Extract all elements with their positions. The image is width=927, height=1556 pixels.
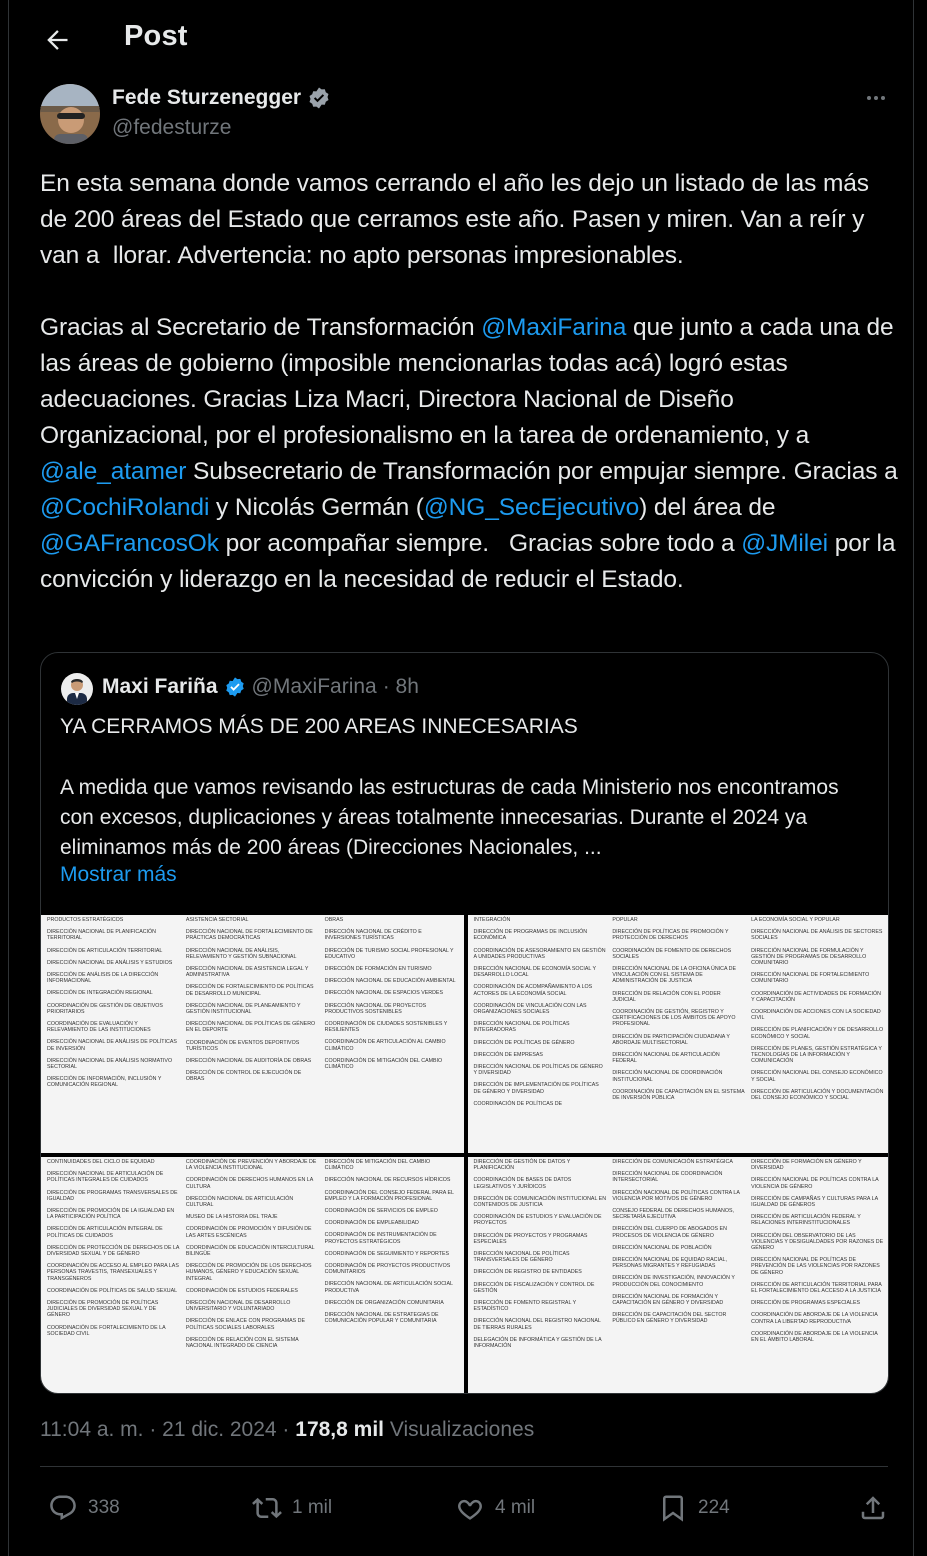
document-line: COORDINACIÓN DE DERECHOS HUMANOS EN LA CULTURA xyxy=(185,1177,313,1190)
document-line: DIRECCIÓN NACIONAL DE PLANEAMIENTO Y GESTIÓN INSTITUCIONAL xyxy=(185,1002,301,1016)
document-line: DIRECCIÓN DE POLÍTICAS DE PROMOCIÓN Y PROTECCIÓN DE DERECHOS xyxy=(612,929,729,942)
document-line: COORDINACIÓN DE ACCIONES CON LA SOCIEDAD CIVIL xyxy=(751,1009,881,1022)
document-line: COORDINACIÓN DE ACCESO AL EMPLEO PARA LAS PERSONAS TRAVESTIS, TRANSEXUALES Y TRANSGÉNEROS xyxy=(47,1263,179,1282)
document-line: DIRECCIÓN DE FORMACIÓN EN TURISMO xyxy=(324,966,432,973)
document-column xyxy=(186,917,319,1151)
document-line: DIRECCIÓN DE ARTICULACIÓN INTEGRAL DE POLÍTICAS DE CUIDADOS xyxy=(47,1226,163,1239)
document-line: DIRECCIÓN NACIONAL DE DESARROLLO UNIVERSITARIO Y VOLUNTARIADO xyxy=(185,1300,291,1313)
document-line: CONTINUIDADES DEL CICLO DE EQUIDAD xyxy=(47,1159,155,1165)
author-avatar[interactable] xyxy=(40,84,100,144)
document-line: DIRECCIÓN DE FORTALECIMIENTO DE POLÍTICAS DE DESARROLLO MUNICIPAL xyxy=(185,984,314,997)
document-line: COORDINACIÓN DE ABORDAJE DE LA VIOLENCIA CONTRA LA LIBERTAD REPRODUCTIVA xyxy=(751,1312,878,1325)
document-line: COORDINACIÓN DE ESTUDIOS Y EVALUACIÓN DE PROYECTOS xyxy=(473,1214,602,1227)
reply-icon xyxy=(48,1493,78,1523)
document-line: MUSEO DE LA HISTORIA DEL TRAJE xyxy=(185,1214,278,1221)
document-line: DIRECCIÓN DE FORMACIÓN EN GÉNERO Y DIVERSIDAD xyxy=(751,1159,862,1172)
post-text-segment: Gracias al Secretario de Transformación xyxy=(40,314,482,341)
document-line: DIRECCIÓN DE PROGRAMAS TRANSVERSALES DE IGUALDAD xyxy=(47,1189,178,1202)
document-line: DIRECCIÓN NACIONAL DE ANÁLISIS, RELEVAMIENTO Y GESTIÓN SUBNACIONAL xyxy=(185,947,297,960)
document-line: COORDINACIÓN DE POLÍTICAS DE xyxy=(473,1100,563,1107)
document-line: COORDINACIÓN DE GESTIÓN DE OBJETIVOS PRIORITARIOS xyxy=(47,1002,163,1015)
document-line: DIRECCIÓN DE FISCALIZACIÓN Y CONTROL DE GESTIÓN xyxy=(473,1281,595,1294)
mention-link[interactable]: @MaxiFarina xyxy=(481,314,627,341)
post-metadata xyxy=(40,1418,534,1442)
document-line: DIRECCIÓN DEL CUERPO DE ABOGADOS EN PROCESOS DE VIOLENCIA DE GÉNERO xyxy=(612,1226,727,1239)
document-line: DIRECCIÓN NACIONAL DE POLÍTICAS DE GÉNERO EN EL DEPORTE xyxy=(185,1021,316,1034)
document-line: DIRECCIÓN NACIONAL DE EDUCACIÓN AMBIENTAL xyxy=(324,978,456,985)
heart-icon xyxy=(455,1493,485,1523)
document-line: DIRECCIÓN DEL OBSERVATORIO DE LAS VIOLENCIAS Y DESIGUALDADES POR RAZONES DE GÉNERO xyxy=(751,1232,884,1252)
bookmark-button[interactable] xyxy=(658,1488,730,1528)
document-line: OBRAS xyxy=(324,917,344,923)
author-name[interactable] xyxy=(112,86,331,110)
document-line: DIRECCIÓN DE PROMOCIÓN DE LA IGUALDAD EN LA PARTICIPACIÓN POLÍTICA xyxy=(47,1208,175,1221)
header xyxy=(9,0,915,80)
mention-link[interactable]: @ale_atamer xyxy=(40,458,187,485)
document-line: DIRECCIÓN DE CAMPAÑAS Y CULTURAS PARA LA IGUALDAD DE GÉNEROS xyxy=(751,1195,878,1209)
like-count: 4 mil xyxy=(495,1497,536,1518)
document-line: COORDINACIÓN DE BASES DE DATOS LEGISLATIVOS Y JURÍDICOS xyxy=(473,1177,572,1190)
document-line: DIRECCIÓN DE IMPLEMENTACIÓN DE POLÍTICAS DE GÉNERO Y DIVERSIDAD xyxy=(473,1082,599,1095)
document-line: COORDINACIÓN DE ASESORAMIENTO EN GESTIÓN A UNIDADES PRODUCTIVAS xyxy=(473,947,606,960)
document-line: DIRECCIÓN NACIONAL DEL CONSEJO ECONÓMICO Y SOCIAL xyxy=(751,1070,883,1083)
document-line: COORDINACIÓN DE ABORDAJE DE LA VIOLENCIA EN EL ÁMBITO LABORAL xyxy=(751,1330,878,1344)
document-line: CONSEJO FEDERAL DE DERECHOS HUMANOS, SECRETARÍA EJECUTIVA xyxy=(612,1208,734,1221)
document-line: DIRECCIÓN DE PROMOCIÓN DE POLÍTICAS JUDICIALES DE DIVERSIDAD SEXUAL Y DE GÉNERO xyxy=(47,1300,159,1319)
document-image[interactable] xyxy=(468,915,890,1153)
divider xyxy=(40,1466,888,1467)
document-line: DIRECCIÓN DE POLÍTICAS DE GÉNERO xyxy=(473,1039,575,1046)
document-line: DIRECCIÓN NACIONAL DE POBLACIÓN xyxy=(612,1244,712,1251)
document-line: DIRECCIÓN DE PROGRAMAS DE INCLUSIÓN ECONÓMICA xyxy=(473,929,588,942)
author-name-text[interactable]: Fede Sturzenegger xyxy=(112,86,302,109)
document-column xyxy=(751,917,884,1151)
post-text-segment: por la convicción y liderazgo en la necesidad de reducir el Estado. xyxy=(40,530,903,593)
document-line: COORDINACIÓN DE GESTIÓN, REGISTRO Y CERTIFICACIONES DE LOS ÁMBITOS DE APOYO PROFESIONAL xyxy=(612,1009,736,1028)
views-count: 178,8 mil xyxy=(295,1418,384,1441)
post-timestamp[interactable]: 11:04 a. m. · 21 dic. 2024 · xyxy=(40,1418,296,1441)
document-line: DIRECCIÓN NACIONAL DE ANÁLISIS DE SECTORES SOCIALES xyxy=(751,929,883,942)
document-line: COORDINACIÓN DE FOMENTO DE DERECHOS SOCIALES xyxy=(612,947,732,960)
document-column xyxy=(612,1159,745,1393)
document-column xyxy=(474,917,607,1151)
document-line: COORDINACIÓN DE MITIGACIÓN DEL CAMBIO CLIMÁTICO xyxy=(324,1057,443,1071)
repost-count: 1 mil xyxy=(292,1497,333,1518)
document-line: COORDINACIÓN DE PROMOCIÓN Y DIFUSIÓN DE LAS ARTES ESCÉNICAS xyxy=(185,1226,312,1239)
document-line: ASISTENCIA SECTORIAL xyxy=(185,917,249,923)
post-text-segment: ) del área de xyxy=(639,494,783,521)
document-line: DIRECCIÓN NACIONAL DE RECURSOS HÍDRICOS xyxy=(324,1177,451,1184)
quoted-text: A medida que vamos revisando las estructuras de cada Ministerio nos encontramos con excesos, duplicaciones y áreas totalmente innecesarias. Durante el 2024 ya eliminamos más de 200 áreas (Direcciones Nacionales, ... xyxy=(60,776,839,859)
post-text-segment: y Nicolás Germán ( xyxy=(209,494,424,521)
document-line: COORDINACIÓN DE ARTICULACIÓN AL CAMBIO CLIMÁTICO xyxy=(324,1039,446,1052)
document-line: DIRECCIÓN NACIONAL DE ANÁLISIS DE POLÍTICAS DE INVERSIÓN xyxy=(47,1039,177,1052)
document-line: DIRECCIÓN DE TURISMO SOCIAL PROFESIONAL Y EDUCATIVO xyxy=(324,947,454,960)
document-line: POPULAR xyxy=(612,917,638,923)
author-handle[interactable]: @fedesturze xyxy=(112,116,232,139)
mention-link[interactable]: @GAFrancosOk xyxy=(40,530,219,557)
document-line: COORDINACIÓN DE PROYECTOS PRODUCTIVOS COMUNITARIOS xyxy=(324,1263,451,1276)
document-line: DIRECCIÓN DE EMPRESAS xyxy=(473,1051,543,1058)
document-column xyxy=(186,1159,319,1393)
reply-count: 338 xyxy=(88,1497,120,1518)
document-line: DIRECCIÓN DE ORGANIZACIÓN COMUNITARIA xyxy=(324,1299,444,1306)
quoted-post[interactable] xyxy=(40,652,889,1394)
document-line: DELEGACIÓN DE INFORMÁTICA Y GESTIÓN DE LA INFORMACIÓN xyxy=(473,1336,602,1350)
document-line: DIRECCIÓN DE PARTICIPACIÓN CIUDADANA Y ABORDAJE MULTISECTORIAL xyxy=(612,1033,730,1046)
document-line: DIRECCIÓN NACIONAL DE EQUIDAD RACIAL, PERSONAS MIGRANTES Y REFUGIADAS xyxy=(612,1257,727,1270)
document-line: COORDINACIÓN DE SEGUIMIENTO Y REPORTES xyxy=(324,1250,450,1257)
document-line: DIRECCIÓN NACIONAL DE ARTICULACIÓN CULTURAL xyxy=(185,1195,294,1209)
document-line: PRODUCTOS ESTRATÉGICOS xyxy=(47,917,124,923)
views-label: Visualizaciones xyxy=(384,1418,535,1441)
document-line: DIRECCIÓN DE ARTICULACIÓN TERRITORIAL xyxy=(47,947,163,954)
quoted-timestamp[interactable]: · 8h xyxy=(382,675,419,698)
bookmark-icon xyxy=(658,1493,688,1523)
document-line: DIRECCIÓN NACIONAL DE ARTICULACIÓN SOCIAL PRODUCTIVA xyxy=(324,1281,453,1294)
document-line: COORDINACIÓN DE ESTUDIOS FEDERALES xyxy=(185,1287,298,1294)
document-column xyxy=(325,1159,458,1393)
document-line: COORDINACIÓN DE ACTIVIDADES DE FORMACIÓN Y CAPACITACIÓN xyxy=(751,990,881,1003)
document-line: DIRECCIÓN NACIONAL DE AUDITORÍA DE OBRAS xyxy=(185,1058,312,1065)
document-line: DIRECCIÓN DE COMUNICACIÓN INSTITUCIONAL EN CONTENIDOS DE JUSTICIA xyxy=(473,1195,607,1209)
document-line: DIRECCIÓN DE INTEGRACIÓN REGIONAL xyxy=(47,990,153,997)
post-column xyxy=(8,0,914,1556)
document-line: DIRECCIÓN NACIONAL DE POLÍTICAS CONTRA LA VIOLENCIA POR MOTIVOS DE GÉNERO xyxy=(612,1189,740,1202)
document-image[interactable] xyxy=(468,1157,890,1394)
image-grid xyxy=(41,915,889,1394)
document-column xyxy=(47,1159,180,1393)
post-text-segment: por acompañar siempre. Gracias sobre todo a xyxy=(218,530,742,557)
document-line: DIRECCIÓN NACIONAL DE POLÍTICAS INTEGRADORAS xyxy=(473,1021,570,1034)
more-options-button[interactable] xyxy=(861,86,891,110)
quoted-author-name[interactable]: Maxi Fariña xyxy=(102,675,218,698)
repost-icon xyxy=(252,1493,282,1523)
post-paragraph-1: En esta semana donde vamos cerrando el año les dejo un listado de las más de 200 áreas del Estado que cerramos este año. Pasen y miren. Van a reír y van a llorar. Advertencia: no apto personas impresionables. xyxy=(40,170,876,269)
document-line: DIRECCIÓN NACIONAL DE POLÍTICAS CONTRA LA VIOLENCIA DE GÉNERO xyxy=(751,1177,879,1190)
document-line: DIRECCIÓN NACIONAL DE ANÁLISIS NORMATIVO SECTORIAL xyxy=(47,1057,173,1071)
document-line: DIRECCIÓN DE MITIGACIÓN DEL CAMBIO CLIMÁTICO xyxy=(324,1159,431,1172)
action-bar xyxy=(40,1488,900,1528)
document-image[interactable] xyxy=(41,915,464,1153)
mention-link[interactable]: @JMilei xyxy=(741,530,828,557)
show-more-link[interactable]: Mostrar más xyxy=(60,863,177,886)
document-line: DIRECCIÓN NACIONAL DE ESPACIOS VERDES xyxy=(324,990,443,997)
document-line: LA ECONOMÍA SOCIAL Y POPULAR xyxy=(751,917,840,923)
document-line: COORDINACIÓN DE VINCULACIÓN CON LAS ORGANIZACIONES SOCIALES xyxy=(473,1002,587,1016)
document-line: DIRECCIÓN NACIONAL DE POLÍTICAS DE GÉNERO Y DIVERSIDAD xyxy=(473,1064,603,1077)
quoted-author-handle[interactable]: @MaxiFarina xyxy=(251,675,377,698)
document-column xyxy=(751,1159,884,1393)
document-line: DIRECCIÓN NACIONAL DE ESTRATEGIAS DE COMUNICACIÓN POPULAR Y COMUNITARIA xyxy=(324,1312,439,1325)
document-line: DIRECCIÓN DE ARTICULACIÓN TERRITORIAL PARA EL FORTALECIMIENTO DEL ACCESO A LA JUSTICIA xyxy=(751,1281,882,1295)
document-image[interactable] xyxy=(41,1157,464,1394)
document-line: INTEGRACIÓN xyxy=(473,917,511,923)
document-line: DIRECCIÓN DE ANÁLISIS DE LA DIRECCIÓN INFORMACIONAL xyxy=(47,972,159,985)
arrow-left-icon xyxy=(43,26,71,54)
document-line: DIRECCIÓN DE CAPACITACIÓN DEL SECTOR PÚBLICO EN GÉNERO Y DIVERSIDAD xyxy=(612,1312,727,1325)
document-line: DIRECCIÓN NACIONAL DE ECONOMÍA SOCIAL Y DESARROLLO LOCAL xyxy=(473,966,596,979)
document-line: DIRECCIÓN DE PROGRAMAS ESPECIALES xyxy=(751,1300,861,1307)
share-button[interactable] xyxy=(858,1488,888,1528)
document-line: DIRECCIÓN DE CONTROL DE EJECUCIÓN DE OBRAS xyxy=(185,1070,302,1083)
document-line: DIRECCIÓN NACIONAL DE POLÍTICAS DE PREVENCIÓN DE LAS VIOLENCIAS POR RAZONES DE GÉNERO xyxy=(751,1257,880,1276)
like-button[interactable] xyxy=(455,1488,535,1528)
document-column xyxy=(325,917,458,1151)
back-button[interactable] xyxy=(39,22,75,58)
document-line: COORDINACIÓN DE INSTRUMENTACIÓN DE PROYECTOS ESTRATÉGICOS xyxy=(324,1232,437,1245)
document-line: DIRECCIÓN NACIONAL DEL REGISTRO NACIONAL DE TIERRAS RURALES xyxy=(473,1318,601,1331)
document-line: DIRECCIÓN DE FOMENTO REGISTRAL Y ESTADÍSTICO xyxy=(473,1300,577,1313)
document-line: DIRECCIÓN DE INFORMACIÓN, INCLUSIÓN Y COMUNICACIÓN REGIONAL xyxy=(47,1076,162,1089)
more-dots-icon xyxy=(864,86,888,110)
document-line: DIRECCIÓN NACIONAL DE COORDINACIÓN INTERSECTORIAL xyxy=(612,1171,723,1184)
document-line: DIRECCIÓN NACIONAL DE ARTICULACIÓN DE POLÍTICAS INTEGRALES DE CUIDADOS xyxy=(47,1171,164,1184)
document-line: DIRECCIÓN DE INVESTIGACIÓN, INNOVACIÓN Y PRODUCCIÓN DEL CONOCIMIENTO xyxy=(612,1275,735,1288)
document-line: DIRECCIÓN NACIONAL DE ASISTENCIA LEGAL Y ADMINISTRATIVA xyxy=(185,966,309,979)
document-line: COORDINACIÓN DE FORTALECIMIENTO DE LA SOCIEDAD CIVIL xyxy=(47,1324,166,1337)
document-column xyxy=(47,917,180,1151)
quoted-author-avatar[interactable] xyxy=(61,673,93,705)
document-line: DIRECCIÓN NACIONAL DE FORTALECIMIENTO DE PRÁCTICAS DEMOCRÁTICAS xyxy=(185,929,313,942)
mention-link[interactable]: @CochiRolandi xyxy=(40,494,210,521)
document-line: DIRECCIÓN DE REGISTRO DE ENTIDADES xyxy=(473,1269,582,1276)
quoted-title: YA CERRAMOS MÁS DE 200 AREAS INNECESARIAS xyxy=(60,715,578,738)
document-line: DIRECCIÓN DE COMUNICACIÓN ESTRATÉGICA xyxy=(612,1159,733,1165)
post-text-segment: Subsecretario de Transformación por empujar siempre. Gracias a xyxy=(186,458,905,485)
document-line: DIRECCIÓN DE RELACIÓN CON EL PODER JUDICIAL xyxy=(612,990,721,1003)
share-icon xyxy=(858,1493,888,1523)
document-line: COORDINACIÓN DE POLÍTICAS DE SALUD SEXUAL xyxy=(47,1287,178,1294)
document-line: DIRECCIÓN NACIONAL DE COORDINACIÓN INSTITUCIONAL xyxy=(612,1070,723,1083)
document-line: DIRECCIÓN DE ENLACE CON PROGRAMAS DE POLÍTICAS SOCIALES LABORALES xyxy=(185,1318,306,1331)
verified-badge-icon xyxy=(224,676,246,698)
document-line: COORDINACIÓN DE CAPACITACIÓN EN EL SISTEMA DE INVERSIÓN PÚBLICA xyxy=(612,1088,745,1102)
document-column xyxy=(474,1159,607,1393)
verified-badge-icon xyxy=(307,86,331,110)
document-line: DIRECCIÓN DE ARTICULACIÓN FEDERAL Y RELACIONES INTERINSTITUCIONALES xyxy=(751,1214,861,1227)
bookmark-count: 224 xyxy=(698,1497,730,1518)
document-line: DIRECCIÓN NACIONAL DE FORTALECIMIENTO COMUNITARIO xyxy=(751,972,870,985)
document-line: COORDINACIÓN DE ACOMPAÑAMIENTO A LOS ACTORES DE LA ECONOMÍA SOCIAL xyxy=(473,984,593,997)
document-line: DIRECCIÓN NACIONAL DE FORMULACIÓN Y GESTIÓN DE PROGRAMAS DE DESARROLLO COMUNITARIO xyxy=(751,947,867,967)
document-line: COORDINACIÓN DE PREVENCIÓN Y ABORDAJE DE LA VIOLENCIA INSTITUCIONAL xyxy=(185,1159,317,1172)
document-line: COORDINACIÓN DE EVENTOS DEPORTIVOS TURÍSTICOS xyxy=(185,1039,300,1052)
document-line: DIRECCIÓN DE GESTIÓN DE DATOS Y PLANIFICACIÓN xyxy=(473,1159,571,1172)
document-line: DIRECCIÓN NACIONAL DE PLANIFICACIÓN TERRITORIAL xyxy=(47,929,156,942)
document-line: DIRECCIÓN DE PROMOCIÓN DE LOS DERECHOS HUMANOS, GÉNERO Y EDUCACIÓN SEXUAL INTEGRAL xyxy=(185,1263,312,1282)
document-line: COORDINACIÓN DE CIUDADES SOSTENIBLES Y RESILIENTES xyxy=(324,1021,448,1034)
document-line: DIRECCIÓN NACIONAL DE CRÉDITO E INVERSIONES TURÍSTICAS xyxy=(324,929,422,942)
document-line: DIRECCIÓN DE RELACIÓN CON EL SISTEMA NACIONAL INTEGRADO DE CIENCIA xyxy=(185,1336,299,1350)
quoted-header xyxy=(102,675,419,699)
document-line: DIRECCIÓN NACIONAL DE POLÍTICAS TRANSVERSALES DE GÉNERO xyxy=(473,1251,570,1264)
document-line: COORDINACIÓN DE SERVICIOS DE EMPLEO xyxy=(324,1208,438,1215)
document-line: DIRECCIÓN NACIONAL DE ANÁLISIS Y ESTUDIOS xyxy=(47,959,173,966)
document-line: DIRECCIÓN NACIONAL DE FORMACIÓN Y CAPACITACIÓN EN GÉNERO Y DIVERSIDAD xyxy=(612,1293,724,1307)
document-line: COORDINACIÓN DE EVALUACIÓN Y RELEVAMIENTO DE LAS INSTITUCIONES xyxy=(47,1021,151,1034)
document-line: COORDINACIÓN DEL CONSEJO FEDERAL PARA EL EMPLEO Y LA FORMACIÓN PROFESIONAL xyxy=(324,1189,454,1202)
repost-button[interactable] xyxy=(252,1488,332,1528)
document-line: DIRECCIÓN DE PLANES, GESTIÓN ESTRATÉGICA Y TECNOLOGÍAS DE LA INFORMACIÓN Y COMUNICACIÓN xyxy=(751,1045,882,1065)
page-title: Post xyxy=(124,20,188,52)
document-line: DIRECCIÓN NACIONAL DE LA OFICINA ÚNICA DE VINCULACIÓN CON EL SISTEMA DE ADMINISTRACIÓN DE JUSTICIA xyxy=(612,966,737,985)
document-column xyxy=(612,917,745,1151)
document-line: DIRECCIÓN NACIONAL DE PROYECTOS PRODUCTIVOS SOSTENIBLES xyxy=(324,1002,427,1015)
mention-link[interactable]: @NG_SecEjecutivo xyxy=(423,494,640,521)
document-line: DIRECCIÓN NACIONAL DE ARTICULACIÓN FEDERAL xyxy=(612,1052,720,1065)
post-text-segment: que junto a cada una de las áreas de gobierno (imposible mencionarlas todas acá) logró estas adecuaciones. Gracias Liza Macri, Directora Nacional de Diseño Organizacional, por el profesionalismo en la tarea de ordenamiento, y a xyxy=(40,314,901,449)
document-line: DIRECCIÓN DE PROTECCIÓN DE DERECHOS DE LA DIVERSIDAD SEXUAL Y DE GÉNERO xyxy=(47,1244,180,1258)
reply-button[interactable] xyxy=(48,1488,120,1528)
document-line: DIRECCIÓN DE PROYECTOS Y PROGRAMAS ESPECIALES xyxy=(473,1232,588,1245)
document-line: COORDINACIÓN DE EMPLEABILIDAD xyxy=(324,1220,419,1227)
document-line: DIRECCIÓN DE ARTICULACIÓN Y DOCUMENTACIÓN DEL CONSEJO ECONÓMICO Y SOCIAL xyxy=(751,1088,884,1102)
document-line: DIRECCIÓN DE PLANIFICACIÓN Y DE DESARROLLO ECONÓMICO Y SOCIAL xyxy=(751,1027,884,1040)
document-line: COORDINACIÓN DE EDUCACIÓN INTERCULTURAL BILINGÜE xyxy=(185,1244,315,1258)
post-text xyxy=(40,166,905,598)
